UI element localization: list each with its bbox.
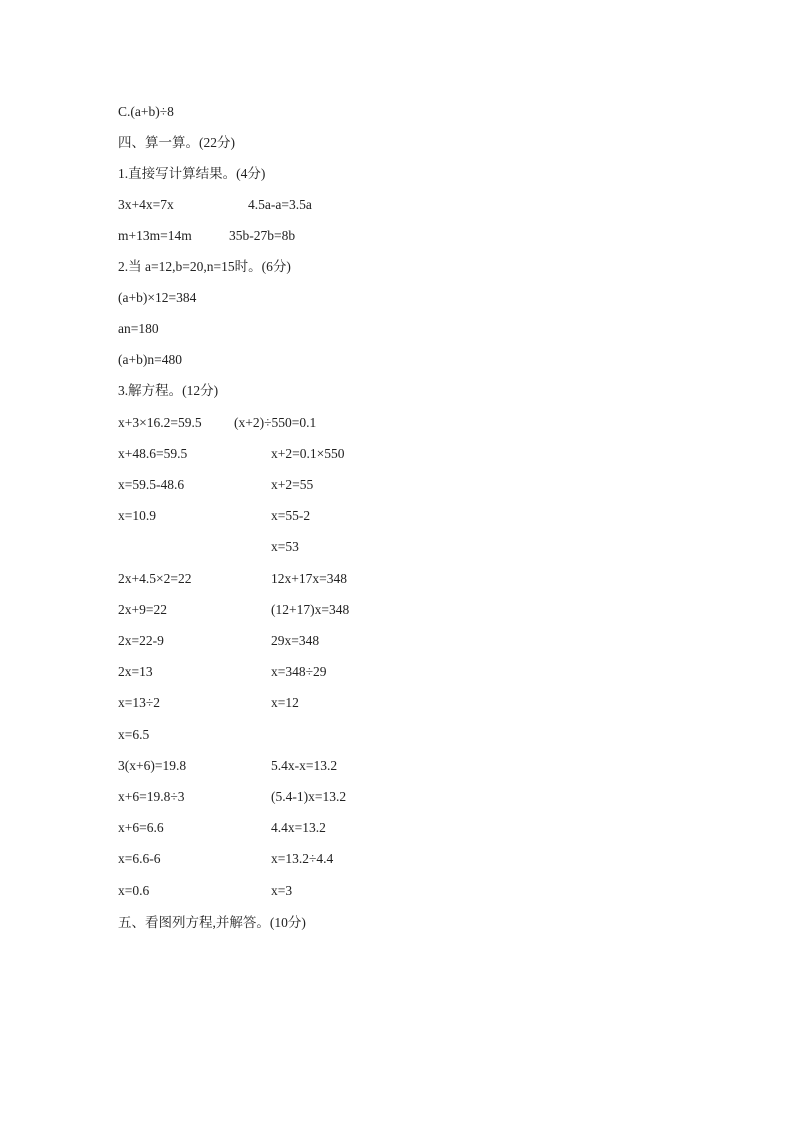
text-line-4 (118, 226, 296, 246)
line-text: x=10.9 (118, 508, 156, 523)
line-text: x+3×16.2=59.5 (118, 415, 202, 430)
text-line-2 (118, 164, 265, 184)
text-line-24 (118, 849, 334, 869)
line-text: 1.直接写计算结果。(4分) (118, 166, 266, 181)
text-line-21 (118, 756, 338, 776)
text-line-12 (118, 475, 314, 495)
line-text-right: x=53 (271, 539, 299, 554)
line-text: C.(a+b)÷8 (118, 104, 174, 119)
text-line-26 (118, 913, 306, 933)
line-text-right: 5.4x-x=13.2 (271, 758, 338, 773)
line-text: 四、算一算。(22分) (118, 135, 235, 150)
line-text-right: x=12 (271, 695, 299, 710)
text-line-18 (118, 662, 327, 682)
line-text: (a+b)×12=384 (118, 290, 197, 305)
line-text: x=13÷2 (118, 695, 161, 710)
text-line-3 (118, 195, 312, 215)
line-text: x=0.6 (118, 883, 150, 898)
text-line-8 (118, 350, 182, 370)
line-text-right: 35b-27b=8b (229, 228, 296, 243)
text-line-22 (118, 787, 347, 807)
text-line-7 (118, 319, 159, 339)
line-text: 3.解方程。(12分) (118, 383, 219, 398)
text-line-1 (118, 133, 235, 153)
line-text: 2x=13 (118, 664, 153, 679)
line-text-right: 4.5a-a=3.5a (248, 197, 312, 212)
line-text-right: (12+17)x=348 (271, 602, 350, 617)
text-line-5 (118, 257, 291, 277)
line-text: 五、看图列方程,并解答。(10分) (118, 915, 306, 930)
text-line-16 (118, 600, 350, 620)
line-text: an=180 (118, 321, 159, 336)
line-text: x=6.6-6 (118, 851, 161, 866)
line-text: 3(x+6)=19.8 (118, 758, 187, 773)
text-line-6 (118, 288, 196, 308)
line-text: x=59.5-48.6 (118, 477, 185, 492)
text-line-0 (118, 102, 174, 122)
text-line-19 (118, 693, 299, 713)
text-line-25 (118, 881, 293, 901)
line-text-right: x=55-2 (271, 508, 311, 523)
line-text: m+13m=14m (118, 228, 192, 243)
line-text-right: (x+2)÷550=0.1 (234, 415, 317, 430)
line-text: 2x=22-9 (118, 633, 164, 648)
text-line-9 (118, 381, 218, 401)
line-text: 2x+9=22 (118, 602, 167, 617)
line-text: (a+b)n=480 (118, 352, 182, 367)
text-line-13 (118, 506, 311, 526)
line-text-right: x=3 (271, 883, 293, 898)
text-line-23 (118, 818, 326, 838)
line-text-right: 12x+17x=348 (271, 571, 347, 586)
text-line-20 (118, 725, 149, 745)
text-line-15 (118, 569, 347, 589)
line-text-right: x+2=0.1×550 (271, 446, 345, 461)
line-text: 2.当 a=12,b=20,n=15时。(6分) (118, 259, 291, 274)
text-line-17 (118, 631, 320, 651)
line-text: x=6.5 (118, 727, 150, 742)
line-text-right: x=13.2÷4.4 (271, 851, 334, 866)
line-text: 2x+4.5×2=22 (118, 571, 192, 586)
line-text: x+6=19.8÷3 (118, 789, 185, 804)
line-text-right: 29x=348 (271, 633, 320, 648)
line-text-right: (5.4-1)x=13.2 (271, 789, 347, 804)
line-text: x+48.6=59.5 (118, 446, 188, 461)
text-line-10 (118, 413, 317, 433)
line-text: 3x+4x=7x (118, 197, 174, 212)
line-text-right: x=348÷29 (271, 664, 327, 679)
line-text-right: 4.4x=13.2 (271, 820, 326, 835)
text-line-11 (118, 444, 345, 464)
line-text: x+6=6.6 (118, 820, 164, 835)
line-text-right: x+2=55 (271, 477, 314, 492)
